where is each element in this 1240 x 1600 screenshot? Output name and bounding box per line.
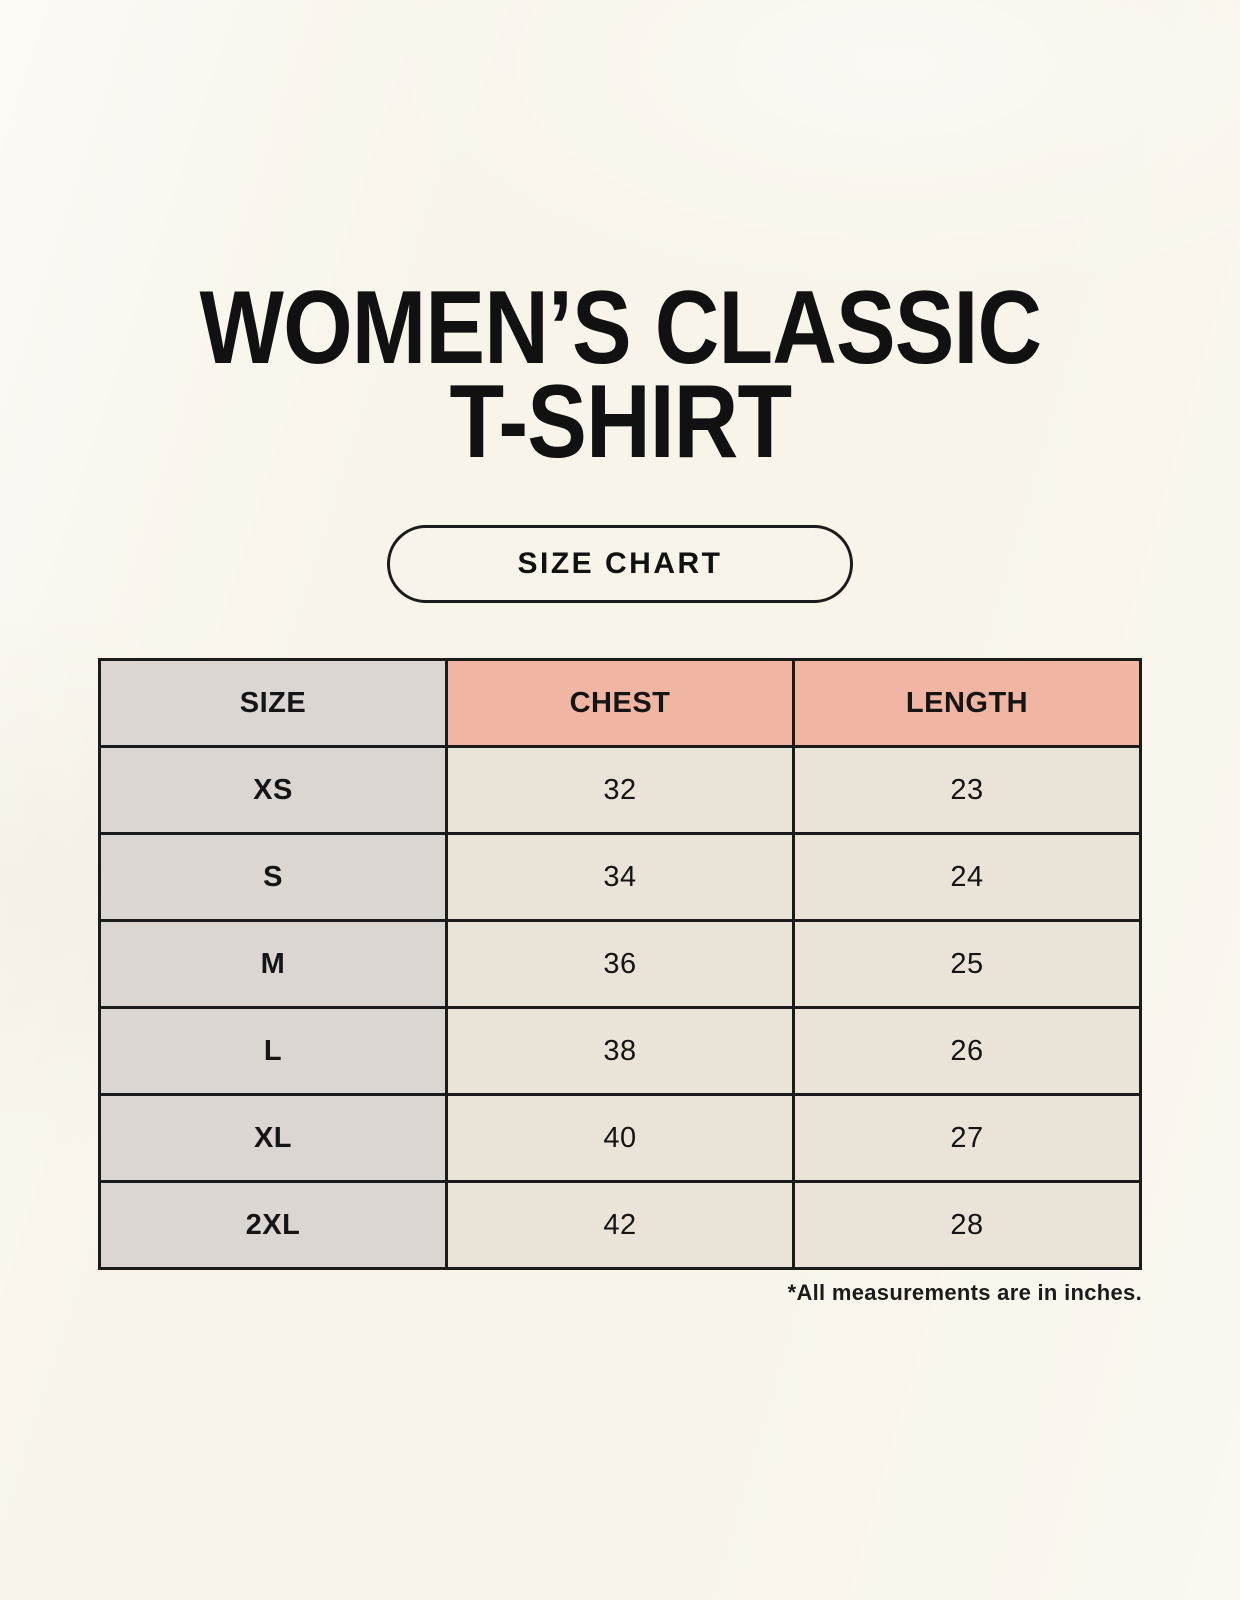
chest-value: 40: [447, 1095, 794, 1182]
size-label: L: [100, 1008, 447, 1095]
size-label: M: [100, 921, 447, 1008]
size-label: 2XL: [100, 1182, 447, 1269]
table-row: [100, 1182, 1141, 1269]
size-label: XL: [100, 1095, 447, 1182]
length-value: 24: [794, 834, 1141, 921]
size-chart-badge[interactable]: SIZE CHART: [387, 525, 853, 603]
size-chart-table: [98, 658, 1142, 1270]
measurements-footnote: *All measurements are in inches.: [787, 1280, 1142, 1306]
length-value: 25: [794, 921, 1141, 1008]
size-label: S: [100, 834, 447, 921]
page-title-line-2: T-SHIRT: [449, 363, 791, 480]
table-row: [100, 1095, 1141, 1182]
chest-value: 36: [447, 921, 794, 1008]
header-row: [100, 660, 1141, 747]
table-row: [100, 747, 1141, 834]
table-body: [100, 747, 1141, 1269]
chest-value: 38: [447, 1008, 794, 1095]
page-title-line-1: WOMEN’S CLASSIC: [199, 270, 1041, 386]
length-value: 27: [794, 1095, 1141, 1182]
length-value: 26: [794, 1008, 1141, 1095]
table-row: [100, 834, 1141, 921]
chest-value: 34: [447, 834, 794, 921]
size-label: XS: [100, 747, 447, 834]
table-row: [100, 921, 1141, 1008]
column-header-chest: CHEST: [447, 660, 794, 747]
table-row: [100, 1008, 1141, 1095]
length-value: 23: [794, 747, 1141, 834]
column-header-length: LENGTH: [794, 660, 1141, 747]
column-header-size: SIZE: [100, 660, 447, 747]
chest-value: 42: [447, 1182, 794, 1269]
page-title: [199, 270, 1041, 480]
size-chart-table-wrap: [98, 658, 1142, 1306]
length-value: 28: [794, 1182, 1141, 1269]
chest-value: 32: [447, 747, 794, 834]
